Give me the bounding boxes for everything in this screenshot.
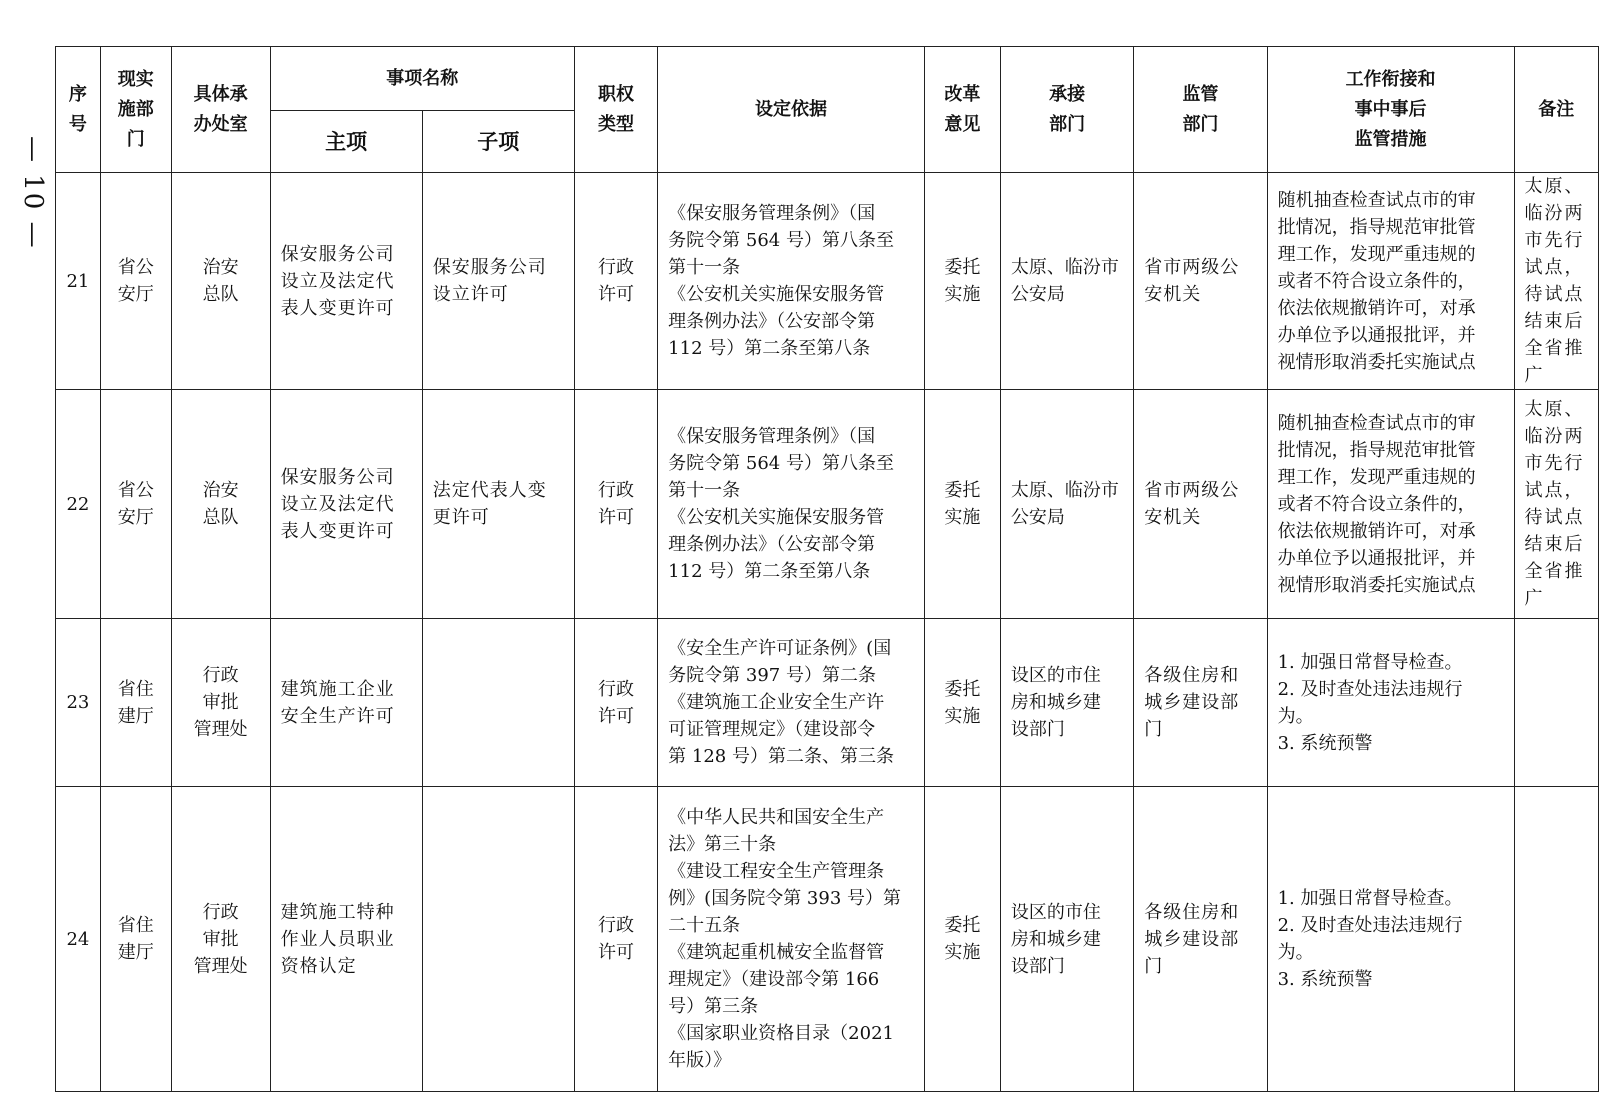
cell-office-line: 总队 [202,284,239,305]
header-supervisor: 监管 部门 [1134,47,1267,173]
cell-seq: 23 [56,619,101,787]
cell-measures-line: 3. 系统预警 [1277,732,1373,754]
cell-measures [1267,619,1514,787]
cell-remarks-line: 广 [1524,588,1545,609]
approval-items-table [55,46,1599,1092]
table-row [56,619,1599,787]
cell-main-item-line: 建筑施工企业 [280,678,395,700]
table-header [56,47,1599,173]
table-body [56,173,1599,1092]
cell-main-item-line: 设立及法定代 [280,493,395,515]
cell-measures-line: 批情况，指导规范审批管 [1277,216,1476,238]
cell-receiver-line: 公安局 [1010,284,1065,305]
cell-measures-line: 视情形取消委托实施试点 [1277,574,1476,596]
cell-remarks [1514,787,1598,1092]
cell-supervisor-line: 各级住房和 [1144,665,1240,686]
cell-office-line: 审批 [202,692,239,713]
cell-reform-line: 委托 [944,480,981,501]
cell-receiver-line: 设区的市住 [1010,665,1101,686]
cell-supervisor-line: 省市两级公 [1144,480,1240,501]
cell-sub-item [422,787,574,1092]
cell-measures-line: 随机抽查检查试点市的审 [1277,412,1476,434]
cell-dept [100,390,171,619]
cell-basis-line: 《建筑施工企业安全生产许 [668,692,885,713]
cell-main-item-line: 建筑施工特种 [280,901,395,923]
cell-supervisor-line: 各级住房和 [1144,901,1240,923]
cell-seq: 22 [56,390,101,619]
cell-supervisor-line: 门 [1144,719,1164,740]
cell-sub-item-line: 设立许可 [432,284,509,305]
cell-basis-line: 务院令第 397 号）第二条 [668,665,876,686]
cell-remarks [1514,173,1598,390]
cell-reform [924,173,1000,390]
cell-office-line: 治安 [202,480,239,501]
header-reform: 改革 意见 [924,47,1000,173]
cell-basis [658,787,925,1092]
cell-power-type-line: 行政 [598,678,634,700]
cell-dept [100,173,171,390]
cell-dept [100,787,171,1092]
cell-main-item [270,787,422,1092]
cell-remarks [1514,619,1598,787]
cell-measures-line: 理工作，发现严重违规的 [1277,243,1476,265]
cell-power-type [574,619,657,787]
cell-power-type [574,390,657,619]
cell-office-line: 行政 [202,901,239,923]
cell-dept-line: 建厅 [117,942,154,963]
cell-power-type [574,173,657,390]
cell-office [171,787,270,1092]
cell-receiver [1000,619,1133,787]
cell-sub-item [422,173,574,390]
cell-supervisor-line: 门 [1144,955,1164,977]
cell-reform-line: 实施 [944,507,981,528]
cell-measures-line: 办单位予以通报批评，并 [1277,547,1476,569]
cell-basis-line: 112 号）第二条至第八条 [668,561,871,582]
cell-remarks-line: 试点， [1524,257,1585,278]
cell-remarks-line: 结束后 [1524,534,1585,555]
cell-receiver-line: 房和城乡建 [1010,928,1101,950]
cell-remarks-line: 待试点 [1524,284,1585,305]
header-main-item: 主项 [270,111,422,173]
cell-measures-line: 3. 系统预警 [1277,969,1373,990]
cell-basis-line: 《安全生产许可证条例》(国 [668,638,892,659]
cell-office-line: 管理处 [193,719,248,740]
cell-main-item [270,619,422,787]
cell-measures-line: 依法依规撤销许可，对承 [1277,520,1476,542]
cell-basis-line: 《建设工程安全生产管理条 [668,861,885,882]
cell-remarks-line: 市先行 [1524,453,1585,474]
header-item-name: 事项名称 [270,47,574,111]
header-sub-item: 子项 [422,111,574,173]
cell-remarks-line: 待试点 [1524,507,1585,528]
cell-dept-line: 省公 [117,480,154,501]
cell-measures-line: 或者不符合设立条件的， [1277,493,1476,515]
cell-basis-line: 第十一条 [668,480,741,501]
cell-main-item-line: 作业人员职业 [280,928,395,950]
cell-reform-line: 委托 [944,678,981,700]
page-number: — 10 — [18,136,48,250]
cell-measures [1267,390,1514,619]
cell-receiver-line: 公安局 [1010,507,1065,528]
cell-basis-line: 务院令第 564 号）第八条至 [668,453,894,474]
cell-supervisor-line: 城乡建设部 [1144,692,1240,713]
cell-remarks-line: 全省推 [1524,561,1585,582]
cell-measures-line: 办单位予以通报批评，并 [1277,324,1476,346]
cell-receiver-line: 设部门 [1010,955,1065,977]
cell-measures-line: 理工作，发现严重违规的 [1277,466,1476,488]
cell-office [171,390,270,619]
cell-office-line: 治安 [202,257,239,278]
cell-dept [100,619,171,787]
cell-receiver-line: 设部门 [1010,719,1065,740]
cell-dept-line: 建厅 [117,705,154,727]
cell-remarks-line: 临汾两 [1524,426,1585,447]
cell-power-type-line: 许可 [598,284,634,305]
cell-basis-line: 理条例办法》（公安部令第 [668,534,876,555]
cell-remarks-line: 太原、 [1524,176,1585,197]
cell-main-item-line: 表人变更许可 [280,520,395,542]
cell-sub-item-line: 保安服务公司 [432,257,547,278]
cell-office-line: 总队 [202,507,239,528]
cell-remarks-line: 全省推 [1524,338,1585,359]
cell-basis-line: 《中华人民共和国安全生产 [668,807,885,828]
cell-basis-line: 务院令第 564 号）第八条至 [668,230,894,251]
header-power-type: 职权 类型 [574,47,657,173]
cell-main-item-line: 安全生产许可 [280,705,395,727]
cell-supervisor-line: 安机关 [1144,507,1202,528]
cell-measures-line: 2. 及时查处违法违规行 [1277,915,1463,936]
cell-dept-line: 省公 [117,257,154,278]
cell-basis-line: 理条例办法》（公安部令第 [668,311,876,332]
cell-measures-line: 为。 [1277,705,1314,727]
cell-measures-line: 或者不符合设立条件的， [1277,270,1476,292]
cell-measures-line: 1. 加强日常督导检查。 [1277,651,1463,673]
cell-measures [1267,787,1514,1092]
cell-seq: 24 [56,787,101,1092]
cell-supervisor [1134,787,1267,1092]
cell-basis-line: 112 号）第二条至第八条 [668,338,871,359]
table-row [56,787,1599,1092]
table-row [56,390,1599,619]
cell-power-type-line: 行政 [598,480,634,501]
cell-office [171,619,270,787]
cell-basis-line: 二十五条 [668,915,741,936]
cell-basis-line: 《保安服务管理条例》（国 [668,203,876,224]
cell-reform-line: 实施 [944,705,981,727]
cell-remarks-line: 广 [1524,365,1545,386]
cell-reform-line: 实施 [944,284,981,305]
cell-power-type-line: 行政 [598,915,634,936]
cell-supervisor-line: 城乡建设部 [1144,928,1240,950]
cell-basis [658,619,925,787]
cell-power-type-line: 许可 [598,507,634,528]
cell-dept-line: 安厅 [117,284,154,305]
cell-remarks-line: 临汾两 [1524,203,1585,224]
cell-reform-line: 委托 [944,257,981,278]
cell-sub-item [422,619,574,787]
header-seq: 序 号 [56,47,101,173]
header-measures: 工作衔接和 事中事后 监管措施 [1267,47,1514,173]
cell-dept-line: 省住 [117,678,154,700]
cell-measures-line: 依法依规撤销许可，对承 [1277,297,1476,319]
cell-sub-item-line: 法定代表人变 [432,480,547,501]
cell-remarks [1514,390,1598,619]
cell-basis [658,173,925,390]
cell-measures-line: 1. 加强日常督导检查。 [1277,888,1463,909]
cell-reform-line: 委托 [944,915,981,936]
cell-receiver-line: 太原、临汾市 [1010,480,1119,501]
cell-supervisor-line: 省市两级公 [1144,257,1240,278]
cell-measures-line: 批情况，指导规范审批管 [1277,439,1476,461]
cell-sub-item [422,390,574,619]
cell-power-type-line: 行政 [598,257,634,278]
cell-basis-line: 《国家职业资格目录（2021 [668,1023,894,1044]
cell-dept-line: 安厅 [117,507,154,528]
cell-basis-line: 《建筑起重机械安全监督管 [668,942,885,963]
cell-basis-line: 《公安机关实施保安服务管 [668,507,885,528]
cell-power-type [574,787,657,1092]
table-row [56,173,1599,390]
cell-supervisor [1134,619,1267,787]
cell-office-line: 行政 [202,665,239,686]
cell-basis-line: 可证管理规定》（建设部令 [668,719,876,740]
cell-office-line: 管理处 [193,955,248,977]
cell-receiver-line: 房和城乡建 [1010,692,1101,713]
cell-basis [658,390,925,619]
cell-basis-line: 法》第三十条 [668,834,777,855]
cell-remarks-line: 试点， [1524,480,1585,501]
cell-measures-line: 随机抽查检查试点市的审 [1277,189,1476,211]
cell-basis-line: 理规定》（建设部令第 166 [668,969,880,990]
cell-receiver-line: 设区的市住 [1010,901,1101,923]
cell-receiver [1000,390,1133,619]
cell-reform [924,390,1000,619]
cell-receiver [1000,173,1133,390]
cell-main-item-line: 保安服务公司 [280,243,395,265]
cell-reform [924,619,1000,787]
cell-office-line: 审批 [202,928,239,950]
cell-main-item-line: 设立及法定代 [280,270,395,292]
cell-office [171,173,270,390]
cell-basis-line: 《公安机关实施保安服务管 [668,284,885,305]
header-dept: 现实 施部 门 [100,47,171,173]
cell-main-item [270,173,422,390]
cell-measures [1267,173,1514,390]
cell-basis-line: 第十一条 [668,257,741,278]
cell-basis-line: 《保安服务管理条例》（国 [668,426,876,447]
cell-power-type-line: 许可 [598,705,634,727]
cell-supervisor [1134,390,1267,619]
header-remarks: 备注 [1514,47,1598,173]
cell-measures-line: 为。 [1277,942,1314,963]
header-office: 具体承 办处室 [171,47,270,173]
cell-main-item [270,390,422,619]
cell-main-item-line: 保安服务公司 [280,466,395,488]
cell-receiver [1000,787,1133,1092]
cell-main-item-line: 资格认定 [280,955,357,977]
cell-measures-line: 视情形取消委托实施试点 [1277,351,1476,373]
cell-measures-line: 2. 及时查处违法违规行 [1277,678,1463,700]
cell-reform [924,787,1000,1092]
cell-main-item-line: 表人变更许可 [280,297,395,319]
cell-remarks-line: 太原、 [1524,399,1585,420]
cell-seq: 21 [56,173,101,390]
cell-power-type-line: 许可 [598,942,634,963]
header-receiver: 承接 部门 [1000,47,1133,173]
cell-dept-line: 省住 [117,915,154,936]
cell-remarks-line: 结束后 [1524,311,1585,332]
cell-basis-line: 号）第三条 [668,996,759,1017]
cell-supervisor [1134,173,1267,390]
cell-receiver-line: 太原、临汾市 [1010,257,1119,278]
cell-sub-item-line: 更许可 [432,507,490,528]
cell-basis-line: 年版）》 [668,1050,732,1071]
cell-supervisor-line: 安机关 [1144,284,1202,305]
cell-basis-line: 例》(国务院令第 393 号）第 [668,888,901,909]
cell-basis-line: 第 128 号）第二条、第三条 [668,746,894,767]
header-basis: 设定依据 [658,47,925,173]
cell-remarks-line: 市先行 [1524,230,1585,251]
cell-reform-line: 实施 [944,942,981,963]
